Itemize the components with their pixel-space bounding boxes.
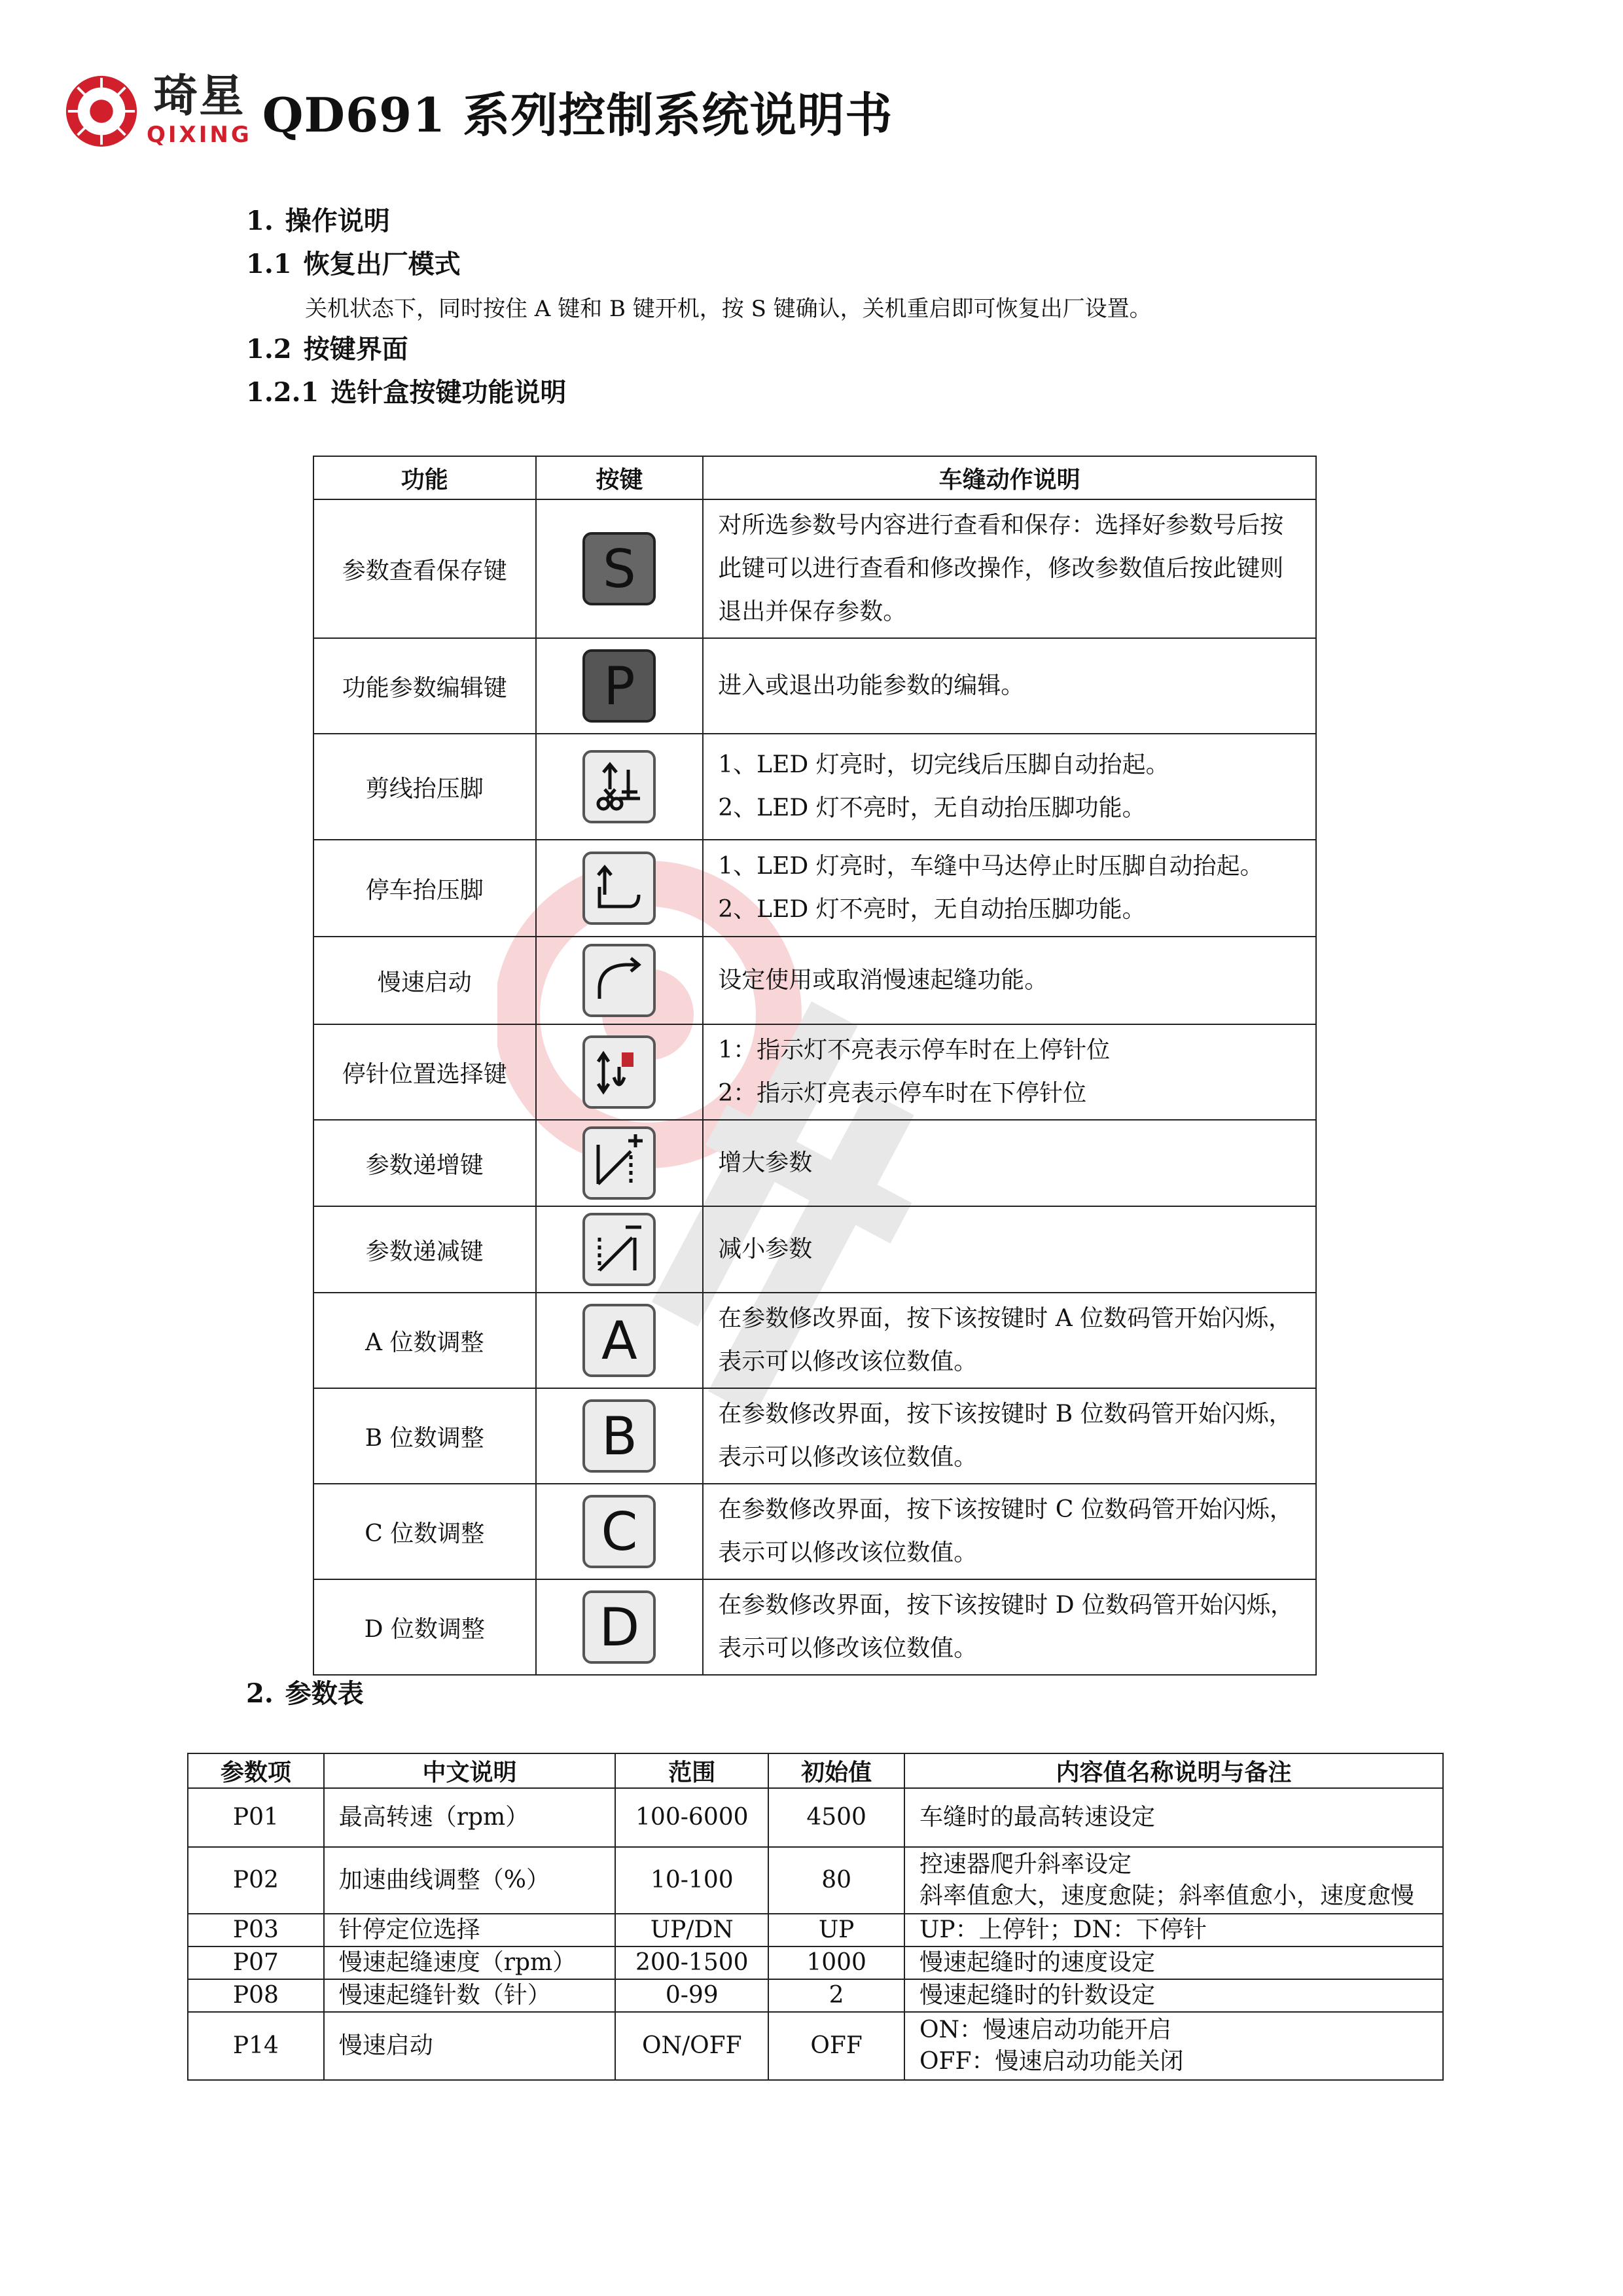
function-name: B 位数调整 [313, 1388, 536, 1484]
brand-block [147, 71, 252, 148]
note-line: 车缝时的最高转速设定 [919, 1804, 1156, 1831]
note-line: OFF：慢速启动功能关闭 [919, 2048, 1184, 2075]
param-note [904, 1946, 1443, 1979]
header-param-name: 中文说明 [324, 1753, 616, 1788]
document-title: QD691 系列控制系统说明书 [262, 87, 893, 143]
function-name: 参数递增键 [313, 1120, 536, 1206]
function-name: 功能参数编辑键 [313, 638, 536, 734]
table-row [313, 734, 1316, 840]
param-name: 慢速启动 [324, 2012, 616, 2080]
key-cell [536, 1206, 704, 1293]
section-1-1-heading [246, 243, 461, 281]
param-range: 100-6000 [615, 1788, 768, 1847]
table-row [313, 840, 1316, 937]
description-line: 表示可以修改该位数值。 [718, 1635, 978, 1662]
table-row [313, 1388, 1316, 1484]
key-cell [536, 1484, 704, 1579]
function-description [703, 638, 1316, 734]
description-line: 在参数修改界面，按下该按键时 D 位数码管开始闪烁， [718, 1592, 1294, 1619]
param-id: P14 [188, 2012, 324, 2080]
table-row [313, 638, 1316, 734]
param-range: 200-1500 [615, 1946, 768, 1979]
function-name: 参数递减键 [313, 1206, 536, 1293]
function-description [703, 1120, 1316, 1206]
header-key: 按键 [536, 456, 704, 499]
description-line: 在参数修改界面，按下该按键时 A 位数码管开始闪烁， [718, 1305, 1293, 1332]
section-number: 2. [246, 1678, 274, 1709]
param-default: 80 [768, 1847, 904, 1914]
description-line: 2：指示灯亮表示停车时在下停针位 [718, 1080, 1087, 1107]
param-name: 针停定位选择 [324, 1914, 616, 1946]
stop-lift-presser-icon [582, 852, 656, 925]
section-2-heading [246, 1673, 364, 1710]
section-number: 1.2.1 [246, 377, 319, 408]
key-cell [536, 1024, 704, 1120]
header-function: 功能 [313, 456, 536, 499]
note-line: ON：慢速启动功能开启 [919, 2017, 1172, 2043]
table-row [313, 1024, 1316, 1120]
description-line: 2、LED 灯不亮时，无自动抬压脚功能。 [718, 795, 1146, 821]
description-line: 表示可以修改该位数值。 [718, 1539, 978, 1566]
function-description [703, 1388, 1316, 1484]
function-description [703, 734, 1316, 840]
c-key-icon [582, 1495, 656, 1568]
function-name: C 位数调整 [313, 1484, 536, 1579]
table-row [313, 937, 1316, 1024]
param-name: 慢速起缝针数（针） [324, 1979, 616, 2012]
table-row [313, 1293, 1316, 1388]
key-cell [536, 499, 704, 638]
table-header-row [188, 1753, 1443, 1788]
param-note [904, 1979, 1443, 2012]
section-title: 按键界面 [303, 334, 408, 365]
slow-start-icon [582, 944, 656, 1017]
param-range: 0-99 [615, 1979, 768, 2012]
header-range: 范围 [615, 1753, 768, 1788]
key-cell [536, 1579, 704, 1675]
param-name: 加速曲线调整（%） [324, 1847, 616, 1914]
description-line: 在参数修改界面，按下该按键时 C 位数码管开始闪烁， [718, 1496, 1293, 1523]
description-line: 表示可以修改该位数值。 [718, 1348, 978, 1375]
table-row [188, 1788, 1443, 1847]
increase-icon [582, 1126, 656, 1200]
document-header [63, 72, 893, 151]
function-name: 慢速启动 [313, 937, 536, 1024]
description-line: 1：指示灯不亮表示停车时在上停针位 [718, 1037, 1111, 1064]
qixing-logo-icon [63, 73, 140, 150]
param-range: ON/OFF [615, 2012, 768, 2080]
function-description [703, 1579, 1316, 1675]
description-line: 设定使用或取消慢速起缝功能。 [718, 967, 1048, 994]
table-row [313, 499, 1316, 638]
table-row [188, 2012, 1443, 2080]
note-line: 慢速起缝时的速度设定 [919, 1949, 1156, 1976]
section-title: 恢复出厂模式 [303, 249, 461, 279]
param-default: OFF [768, 2012, 904, 2080]
key-cell [536, 1120, 704, 1206]
param-default: 2 [768, 1979, 904, 2012]
param-id: P07 [188, 1946, 324, 1979]
table-row [188, 1979, 1443, 2012]
description-line: 减小参数 [718, 1236, 813, 1263]
section-title: 选针盒按键功能说明 [330, 378, 567, 408]
key-cell [536, 937, 704, 1024]
key-label: D [599, 1596, 640, 1658]
key-cell [536, 840, 704, 937]
function-description [703, 1206, 1316, 1293]
param-default: 4500 [768, 1788, 904, 1847]
param-note [904, 1847, 1443, 1914]
note-line: 控速器爬升斜率设定 [919, 1851, 1132, 1878]
decrease-icon [582, 1213, 656, 1286]
description-line: 退出并保存参数。 [718, 598, 907, 625]
description-line: 在参数修改界面，按下该按键时 B 位数码管开始闪烁， [718, 1401, 1293, 1427]
description-line: 表示可以修改该位数值。 [718, 1444, 978, 1471]
table-row [188, 1847, 1443, 1914]
table-header-row [313, 456, 1316, 499]
note-line: UP：上停针；DN：下停针 [919, 1916, 1207, 1943]
a-key-icon [582, 1304, 656, 1377]
section-title: 操作说明 [285, 206, 390, 236]
param-id: P02 [188, 1847, 324, 1914]
trim-lift-presser-icon [582, 750, 656, 823]
note-line: 慢速起缝时的针数设定 [919, 1982, 1156, 2009]
header-description: 车缝动作说明 [703, 456, 1316, 499]
table-row [313, 1579, 1316, 1675]
header-default: 初始值 [768, 1753, 904, 1788]
function-description [703, 1293, 1316, 1388]
function-description [703, 840, 1316, 937]
description-line: 1、LED 灯亮时，车缝中马达停止时压脚自动抬起。 [718, 853, 1264, 880]
note-line: 斜率值愈大，速度愈陡；斜率值愈小，速度愈慢 [919, 1882, 1415, 1909]
param-range: 10-100 [615, 1847, 768, 1914]
needle-position-icon [582, 1035, 656, 1109]
param-note [904, 1914, 1443, 1946]
section-1-heading [246, 200, 390, 238]
function-name: 参数查看保存键 [313, 499, 536, 638]
param-id: P01 [188, 1788, 324, 1847]
param-id: P03 [188, 1914, 324, 1946]
table-row [313, 1206, 1316, 1293]
brand-name-en: QIXING [147, 122, 252, 148]
key-cell [536, 1293, 704, 1388]
function-name: 停车抬压脚 [313, 840, 536, 937]
param-note [904, 2012, 1443, 2080]
param-note [904, 1788, 1443, 1847]
function-description [703, 937, 1316, 1024]
factory-reset-text: 关机状态下，同时按住 A 键和 B 键开机，按 S 键确认，关机重启即可恢复出厂设置。 [305, 296, 1152, 322]
function-name: D 位数调整 [313, 1579, 536, 1675]
key-function-table [313, 456, 1317, 1676]
description-line: 2、LED 灯不亮时，无自动抬压脚功能。 [718, 896, 1146, 923]
section-number: 1.2 [246, 334, 292, 365]
header-note: 内容值名称说明与备注 [904, 1753, 1443, 1788]
section-title: 参数表 [285, 1679, 364, 1709]
param-range: UP/DN [615, 1914, 768, 1946]
description-line: 1、LED 灯亮时，切完线后压脚自动抬起。 [718, 751, 1169, 778]
parameter-table [187, 1753, 1444, 2081]
description-line: 对所选参数号内容进行查看和保存：选择好参数号后按 [718, 512, 1284, 539]
key-label: P [603, 655, 635, 717]
param-default: 1000 [768, 1946, 904, 1979]
table-row [313, 1484, 1316, 1579]
function-description [703, 499, 1316, 638]
description-line: 增大参数 [718, 1149, 813, 1176]
section-number: 1. [246, 206, 274, 236]
key-cell [536, 1388, 704, 1484]
section-1-2-1-heading [246, 372, 566, 409]
description-line: 进入或退出功能参数的编辑。 [718, 672, 1025, 699]
key-cell [536, 734, 704, 840]
key-cell [536, 638, 704, 734]
d-key-icon [582, 1590, 656, 1664]
key-label: C [601, 1501, 638, 1562]
function-name: 停针位置选择键 [313, 1024, 536, 1120]
function-description [703, 1484, 1316, 1579]
param-default: UP [768, 1914, 904, 1946]
header-param-id: 参数项 [188, 1753, 324, 1788]
section-1-2-heading [246, 329, 408, 366]
brand-name-cn: 琦星 [153, 71, 245, 122]
key-label: S [603, 538, 636, 600]
s-key-icon [582, 532, 656, 605]
key-label: A [601, 1310, 637, 1371]
table-row [313, 1120, 1316, 1206]
description-line: 此键可以进行查看和修改操作，修改参数值后按此键则 [718, 555, 1284, 582]
param-name: 最高转速（rpm） [324, 1788, 616, 1847]
function-name: A 位数调整 [313, 1293, 536, 1388]
function-name: 剪线抬压脚 [313, 734, 536, 840]
b-key-icon [582, 1399, 656, 1473]
param-id: P08 [188, 1979, 324, 2012]
table-row [188, 1946, 1443, 1979]
section-number: 1.1 [246, 249, 292, 279]
function-description [703, 1024, 1316, 1120]
param-name: 慢速起缝速度（rpm） [324, 1946, 616, 1979]
key-label: B [601, 1405, 637, 1467]
p-key-icon [582, 649, 656, 723]
table-row [188, 1914, 1443, 1946]
